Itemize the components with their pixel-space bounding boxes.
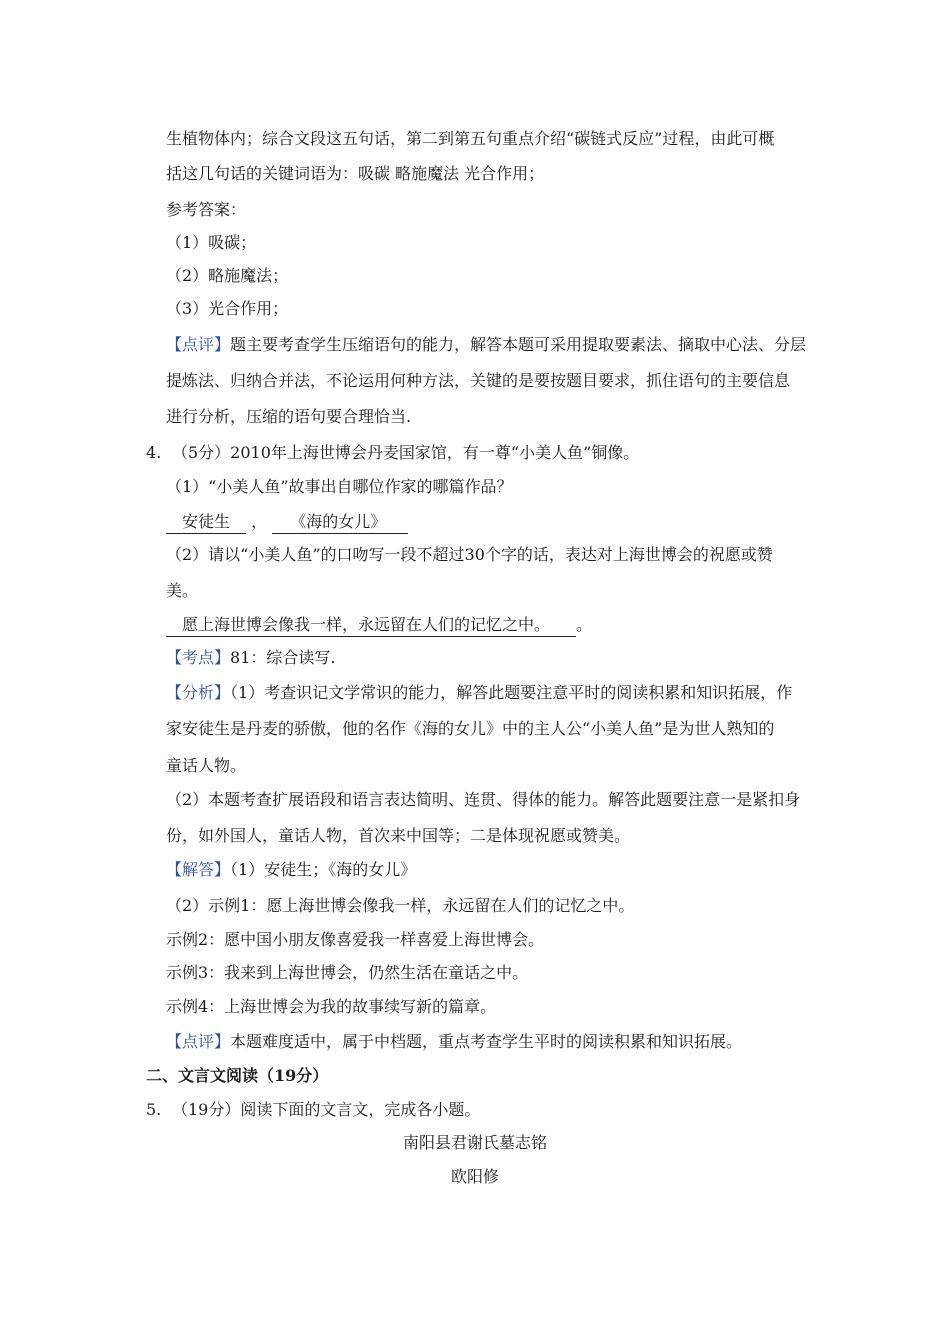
question-4-number: 4. [146, 443, 162, 462]
review-text: 本题难度适中，属于中档题，重点考查学生平时的阅读积累和知识拓展。 [230, 1032, 743, 1051]
text-line: 童话人物。 [166, 756, 247, 775]
text-line: 份，如外国人，童话人物，首次来中国等；二是体现祝愿或赞美。 [166, 826, 631, 845]
text-line: （2）示例1：愿上海世博会像我一样，永远留在人们的记忆之中。 [166, 896, 635, 915]
question-4-part-1: （1）“小美人鱼”故事出自哪位作家的哪篇作品？ [166, 477, 513, 496]
text-line: （3）光合作用； [166, 299, 289, 318]
text-line: 家安徒生是丹麦的骄傲，他的名作《海的女儿》中的主人公“小美人鱼”是为世人熟知的 [166, 719, 775, 738]
question-4-part-2: （2）请以“小美人鱼”的口吻写一段不超过30个字的话，表达对上海世博会的祝愿或赞 [166, 545, 773, 564]
text-line: 进行分析，压缩的语句要合理恰当. [166, 407, 412, 426]
section-heading: 二、文言文阅读（19分） [146, 1066, 329, 1085]
text-line: （2）本题考查扩展语段和语言表达简明、连贯、得体的能力。解答此题要注意一是紧扣身 [166, 790, 801, 809]
review-paragraph [166, 1032, 742, 1052]
question-5-stem: （19分）阅读下面的文言文，完成各小题。 [172, 1100, 481, 1119]
kaodian-tag: 【考点】 [166, 648, 231, 667]
kaodian-text: 81：综合读写. [230, 648, 336, 667]
text-line: （2）略施魔法； [166, 266, 289, 285]
solution-paragraph [166, 860, 416, 880]
question-5-number: 5. [146, 1100, 162, 1119]
answer-wish: 愿上海世博会像我一样，永远留在人们的记忆之中。 [166, 615, 576, 637]
text-line: 参考答案： [166, 200, 247, 219]
text-line: 美。 [166, 581, 199, 600]
text-line: 括这几句话的关键词语为：吸碳 略施魔法 光合作用； [166, 164, 545, 183]
solution-tag: 【解答】 [166, 860, 231, 879]
question-4-part-2-answer [166, 615, 592, 637]
solution-text: （1）安徒生；《海的女儿》 [230, 860, 417, 879]
text-line: 提炼法、归纳合并法，不论运用何种方法，关键的是要按题目要求，抓住语句的主要信息 [166, 371, 791, 390]
passage-author: 欧阳修 [450, 1167, 499, 1186]
text-line: 示例3：我来到上海世博会，仍然生活在童话之中。 [166, 963, 529, 982]
comment-paragraph [166, 335, 806, 355]
answer-author: 安徒生 [166, 512, 246, 534]
text-line: （1）吸碳； [166, 233, 257, 252]
text-line: 示例4：上海世博会为我的故事续写新的篇章。 [166, 997, 497, 1016]
review-tag: 【点评】 [166, 1032, 231, 1051]
answer-work: 《海的女儿》 [272, 512, 408, 534]
analysis-tag: 【分析】 [166, 683, 231, 702]
analysis-text: （1）考查识记文学常识的能力，解答此题要注意平时的阅读积累和知识拓展，作 [230, 683, 793, 702]
question-4-part-1-answer [166, 512, 408, 534]
text-line: 生植物体内；综合文段这五句话，第二到第五句重点介绍“碳链式反应”过程，由此可概 [166, 129, 775, 148]
kaodian-paragraph [166, 648, 335, 668]
passage-title: 南阳县君谢氏墓志铭 [402, 1133, 547, 1152]
comment-tag: 【点评】 [166, 335, 231, 354]
question-4-stem: （5分）2010年上海世博会丹麦国家馆，有一尊“小美人鱼”铜像。 [172, 443, 640, 462]
analysis-paragraph [166, 683, 792, 703]
text-line: 示例2：愿中国小朋友像喜爱我一样喜爱上海世博会。 [166, 930, 545, 949]
answer-end-mark: 。 [576, 615, 593, 634]
comment-text: 题主要考查学生压缩语句的能力，解答本题可采用提取要素法、摘取中心法、分层 [230, 335, 807, 354]
answer-separator: ， [251, 512, 268, 531]
